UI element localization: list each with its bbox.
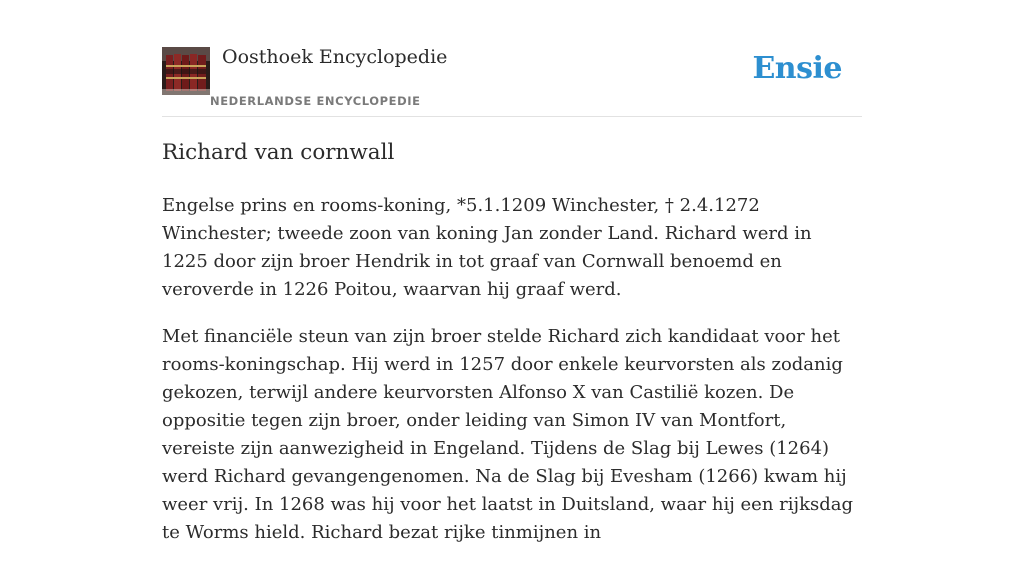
page-container bbox=[162, 0, 862, 543]
site-title[interactable]: Oosthoek Encyclopedie bbox=[222, 46, 448, 68]
article-title: Richard van cornwall bbox=[162, 140, 395, 165]
article-body bbox=[162, 192, 862, 566]
article-paragraph: Engelse prins en rooms-koning, *5.1.1209 Winchester, † 2.4.1272 Winchester; tweede zoon van koning Jan zonder Land. Richard werd in 1225 door zijn broer Hendrik in tot graaf van Cornwall benoemd en veroverde in 1226 Poitou, waarvan hij graaf werd. bbox=[162, 195, 812, 300]
brand-logo[interactable]: Ensie bbox=[752, 51, 842, 86]
encyclopedia-books-icon[interactable] bbox=[162, 47, 210, 95]
site-subtitle: NEDERLANDSE ENCYCLOPEDIE bbox=[210, 94, 421, 108]
article-paragraph: Met financiële steun van zijn broer stelde Richard zich kandidaat voor het rooms-koningschap. Hij werd in 1257 door enkele keurvorsten als zodanig gekozen, terwijl andere keurvorsten Alfonso X van Castilië kozen. De oppositie tegen zijn broer, onder leiding van Simon IV van Montfort, vereiste zijn aanwezigheid in Engeland. Tijdens de Slag bij Lewes (1264) werd Richard gevangengenomen. Na de Slag bij Evesham (1266) kwam hij weer vrij. In 1268 was hij voor het laatst in Duitsland, waar hij een rijksdag te Worms hield. Richard bezat rijke tinmijnen in bbox=[162, 326, 854, 543]
site-header bbox=[162, 0, 862, 117]
